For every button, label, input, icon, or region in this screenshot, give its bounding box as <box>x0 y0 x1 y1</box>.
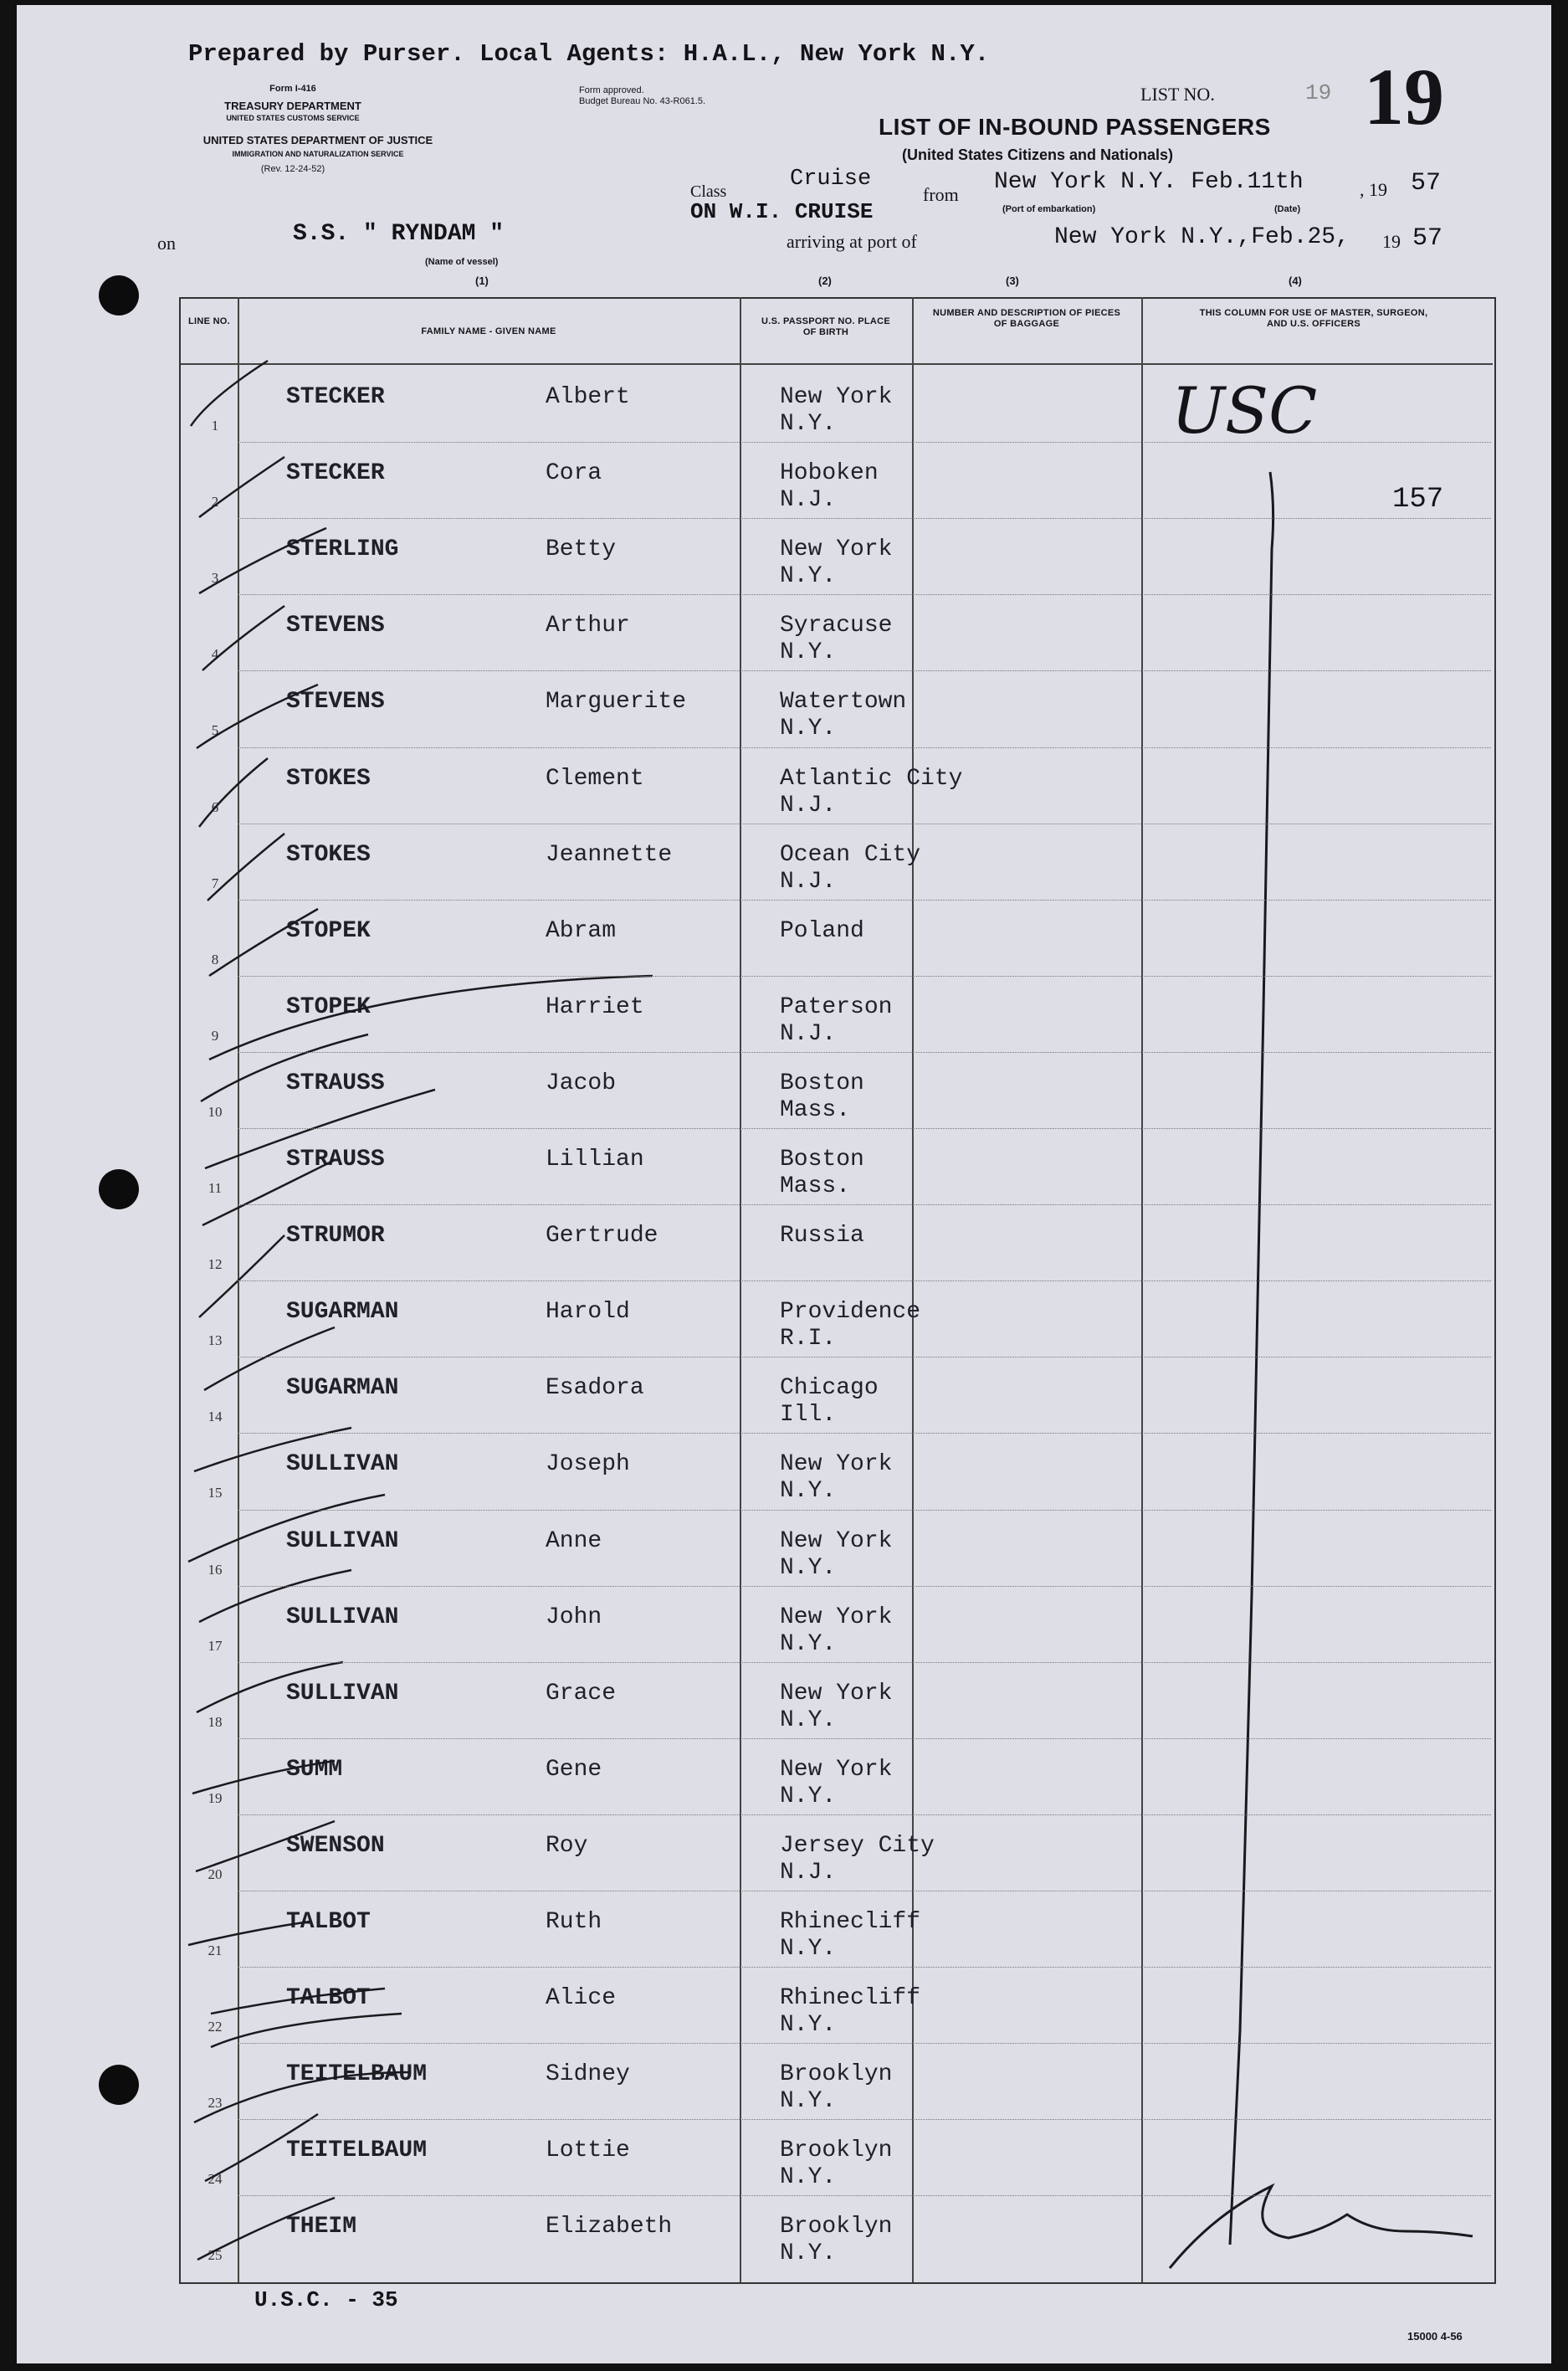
given-name: Lottie <box>546 2137 630 2164</box>
place-of-birth-state: N.Y. <box>780 2088 837 2115</box>
place-of-birth: Watertown <box>780 689 907 716</box>
col-2-number: (2) <box>818 275 832 287</box>
passenger-count: 157 <box>1392 484 1444 516</box>
family-name: STOKES <box>286 765 371 792</box>
family-name: SULLIVAN <box>286 1527 399 1554</box>
given-name: Gertrude <box>546 1223 658 1250</box>
family-name: SULLIVAN <box>286 1604 399 1630</box>
family-name: SULLIVAN <box>286 1680 399 1706</box>
family-name: SULLIVAN <box>286 1451 399 1478</box>
vessel-label: (Name of vessel) <box>425 257 499 267</box>
class-value: Cruise <box>790 167 872 192</box>
line-number: 16 <box>208 1561 223 1578</box>
row-divider <box>238 1128 1491 1129</box>
place-of-birth-state: N.Y. <box>780 1554 837 1581</box>
line-number: 4 <box>211 646 219 663</box>
given-name: Cora <box>546 460 602 487</box>
family-name: SUGARMAN <box>286 1299 399 1326</box>
place-of-birth: Rhinecliff <box>780 1909 921 1935</box>
line-number: 12 <box>208 1256 223 1273</box>
place-of-birth-state: N.Y. <box>780 563 837 590</box>
port-embark-label: (Port of embarkation) <box>1002 204 1096 214</box>
row-divider <box>238 670 1491 671</box>
row-divider <box>238 1204 1491 1205</box>
prepared-by-line: Prepared by Purser. Local Agents: H.A.L., New York N.Y. <box>188 40 990 68</box>
row-divider <box>238 1052 1491 1053</box>
place-of-birth-state: R.I. <box>780 1326 837 1352</box>
line-number: 17 <box>208 1637 223 1654</box>
line-number: 9 <box>211 1027 219 1044</box>
given-name: Betty <box>546 536 617 563</box>
arriving-label: arriving at port of <box>787 231 917 252</box>
family-name: TALBOT <box>286 1909 371 1935</box>
customs-service: UNITED STATES CUSTOMS SERVICE <box>226 114 360 122</box>
col-3-number: (3) <box>1006 275 1019 287</box>
line-number: 8 <box>211 951 219 967</box>
place-of-birth: New York <box>780 1527 893 1554</box>
signature <box>1170 2186 1473 2268</box>
class-label: Class <box>690 182 727 201</box>
given-name: Marguerite <box>546 689 687 716</box>
list-no-stamp: 19 <box>1364 52 1444 141</box>
arriving-value: New York N.Y.,Feb.25, <box>1054 224 1350 250</box>
row-divider <box>238 594 1491 595</box>
given-name: Albert <box>546 384 630 410</box>
place-of-birth-state: N.J. <box>780 487 837 514</box>
place-of-birth: Boston <box>780 1147 864 1173</box>
row-divider <box>238 747 1491 748</box>
line-number: 22 <box>208 2019 223 2035</box>
budget-bureau: Budget Bureau No. 43-R061.5. <box>579 96 706 106</box>
footer-form-code: U.S.C. - 35 <box>254 2287 398 2312</box>
from-label: from <box>923 184 959 205</box>
row-divider <box>238 1814 1491 1815</box>
place-of-birth-state: N.Y. <box>780 2164 837 2191</box>
place-of-birth: New York <box>780 1680 893 1706</box>
family-name: STOKES <box>286 841 371 868</box>
line-number: 10 <box>208 1103 223 1120</box>
list-no-value: 19 <box>1305 80 1332 105</box>
form-title: LIST OF IN-BOUND PASSENGERS <box>879 114 1271 140</box>
given-name: Alice <box>546 1985 617 2012</box>
place-of-birth: Chicago <box>780 1375 879 1402</box>
given-name: Esadora <box>546 1375 644 1402</box>
place-of-birth: Ocean City <box>780 841 921 868</box>
given-name: Abram <box>546 917 617 944</box>
given-name: Roy <box>546 1832 588 1859</box>
given-name: Joseph <box>546 1451 630 1478</box>
family-name: STEVENS <box>286 689 385 716</box>
given-name: Lillian <box>546 1147 644 1173</box>
place-of-birth-state: N.Y. <box>780 1706 837 1733</box>
place-of-birth: New York <box>780 384 893 410</box>
place-of-birth: Brooklyn <box>780 2214 893 2240</box>
line-number: 19 <box>208 1789 223 1806</box>
row-divider <box>238 1662 1491 1663</box>
vessel-name: S.S. " RYNDAM " <box>293 221 505 247</box>
family-name: STECKER <box>286 384 385 410</box>
arriving-year: 57 <box>1412 224 1443 253</box>
family-name: SUGARMAN <box>286 1375 399 1402</box>
on-label: on <box>157 233 176 254</box>
row-divider <box>238 1510 1491 1511</box>
place-of-birth: New York <box>780 1756 893 1783</box>
place-of-birth: Providence <box>780 1299 921 1326</box>
place-of-birth-state: N.J. <box>780 1020 837 1047</box>
revision: (Rev. 12-24-52) <box>260 164 325 174</box>
row-divider <box>238 1967 1491 1968</box>
place-of-birth: New York <box>780 536 893 563</box>
family-name: TEITELBAUM <box>286 2137 428 2164</box>
row-divider <box>238 2043 1491 2044</box>
given-name: Gene <box>546 1756 602 1783</box>
form-subtitle: (United States Citizens and Nationals) <box>902 146 1174 163</box>
place-of-birth-state: N.Y. <box>780 1936 837 1962</box>
check-marks <box>188 361 653 2260</box>
family-name: STOPEK <box>286 917 371 944</box>
list-no-label: LIST NO. <box>1140 84 1215 105</box>
given-name: Harriet <box>546 993 644 1020</box>
form-approved: Form approved. <box>579 85 644 95</box>
place-of-birth: New York <box>780 1604 893 1630</box>
place-of-birth-state: N.Y. <box>780 1630 837 1657</box>
place-of-birth: Russia <box>780 1223 864 1250</box>
row-divider <box>238 2195 1491 2196</box>
line-number: 13 <box>208 1332 223 1349</box>
given-name: Elizabeth <box>546 2214 673 2240</box>
class-value-2: ON W.I. CRUISE <box>690 199 874 224</box>
place-of-birth-state: N.Y. <box>780 2240 837 2267</box>
given-name: Grace <box>546 1680 617 1706</box>
place-of-birth: Hoboken <box>780 460 879 487</box>
place-of-birth-state: N.Y. <box>780 1783 837 1809</box>
line-number: 14 <box>208 1409 223 1425</box>
place-of-birth-state: Mass. <box>780 1173 851 1199</box>
place-of-birth-state: N.Y. <box>780 411 837 437</box>
line-number: 7 <box>211 875 219 891</box>
ins-service: IMMIGRATION AND NATURALIZATION SERVICE <box>232 150 404 158</box>
place-of-birth: Brooklyn <box>780 2137 893 2164</box>
place-of-birth-state: N.J. <box>780 1859 837 1886</box>
manifest-page <box>17 5 1551 2363</box>
family-name: STRAUSS <box>286 1147 385 1173</box>
line-number: 1 <box>211 418 219 434</box>
passport-header: U.S. PASSPORT NO. PLACE OF BIRTH <box>761 316 890 337</box>
place-of-birth: Boston <box>780 1070 864 1096</box>
given-name: John <box>546 1604 602 1630</box>
place-of-birth: Poland <box>780 917 864 944</box>
row-divider <box>238 1738 1491 1739</box>
given-name: Arthur <box>546 613 630 639</box>
place-of-birth: Paterson <box>780 993 893 1020</box>
row-divider <box>238 1433 1491 1434</box>
line-number: 23 <box>208 2095 223 2112</box>
place-of-birth-state: N.Y. <box>780 716 837 742</box>
line-no-header: LINE NO. <box>187 316 231 326</box>
line-number: 21 <box>208 1942 223 1958</box>
from-year: 57 <box>1411 169 1442 198</box>
given-name: Harold <box>546 1299 630 1326</box>
place-of-birth-state: N.J. <box>780 792 837 819</box>
given-name: Ruth <box>546 1909 602 1935</box>
date-label: (Date) <box>1274 204 1301 214</box>
family-name: TALBOT <box>286 1985 371 2012</box>
family-name: SWENSON <box>286 1832 385 1859</box>
row-divider <box>238 900 1491 901</box>
row-divider <box>238 976 1491 977</box>
usc-annotation: USC <box>1171 373 1318 448</box>
place-of-birth: Rhinecliff <box>780 1985 921 2012</box>
family-name: STEVENS <box>286 613 385 639</box>
form-number: Form I-416 <box>269 84 316 94</box>
row-divider <box>238 442 1491 443</box>
place-of-birth-state: N.J. <box>780 868 837 895</box>
given-name: Jeannette <box>546 841 673 868</box>
line-number: 18 <box>208 1713 223 1730</box>
family-name: TEITELBAUM <box>286 2061 428 2088</box>
line-number: 15 <box>208 1485 223 1501</box>
given-name: Jacob <box>546 1070 617 1096</box>
family-name: STOPEK <box>286 993 371 1020</box>
place-of-birth: Atlantic City <box>780 765 963 792</box>
line-number: 3 <box>211 570 219 587</box>
line-number: 5 <box>211 722 219 739</box>
place-of-birth-state: N.Y. <box>780 2012 837 2039</box>
family-name: STERLING <box>286 536 399 563</box>
place-of-birth: Brooklyn <box>780 2061 893 2088</box>
line-number: 20 <box>208 1865 223 1882</box>
place-of-birth: Jersey City <box>780 1832 935 1859</box>
col-1-number: (1) <box>475 275 489 287</box>
treasury-dept: TREASURY DEPARTMENT <box>224 100 361 112</box>
line-number: 2 <box>211 494 219 511</box>
footer-print-code: 15000 4-56 <box>1407 2330 1463 2343</box>
name-header: FAMILY NAME - GIVEN NAME <box>421 326 556 336</box>
row-divider <box>238 1586 1491 1587</box>
place-of-birth: New York <box>780 1451 893 1478</box>
justice-dept: UNITED STATES DEPARTMENT OF JUSTICE <box>202 134 433 146</box>
place-of-birth: Syracuse <box>780 613 893 639</box>
from-value: New York N.Y. Feb.11th <box>994 169 1304 195</box>
line-number: 25 <box>208 2247 223 2264</box>
row-divider <box>238 1280 1491 1281</box>
from-year-prefix: , 19 <box>1360 179 1387 200</box>
row-divider <box>238 2119 1491 2120</box>
place-of-birth-state: Ill. <box>780 1402 837 1429</box>
line-number: 6 <box>211 798 219 815</box>
col-4-number: (4) <box>1289 275 1302 287</box>
place-of-birth-state: N.Y. <box>780 1478 837 1505</box>
line-number: 24 <box>208 2171 223 2188</box>
given-name: Anne <box>546 1527 602 1554</box>
vertical-pen-line <box>1230 472 1273 2245</box>
handwritten-marks <box>17 5 1551 2363</box>
family-name: STRUMOR <box>286 1223 385 1250</box>
place-of-birth-state: Mass. <box>780 1096 851 1123</box>
family-name: STECKER <box>286 460 385 487</box>
given-name: Sidney <box>546 2061 630 2088</box>
baggage-header: NUMBER AND DESCRIPTION OF PIECES OF BAGGAGE <box>932 308 1121 329</box>
arriving-year-prefix: 19 <box>1382 231 1401 252</box>
family-name: STRAUSS <box>286 1070 385 1096</box>
given-name: Clement <box>546 765 644 792</box>
line-number: 11 <box>208 1180 223 1196</box>
family-name: SUMM <box>286 1756 343 1783</box>
row-divider <box>238 518 1491 519</box>
officers-header: THIS COLUMN FOR USE OF MASTER, SURGEON, AND U.S. OFFICERS <box>1199 308 1428 329</box>
family-name: THEIM <box>286 2214 357 2240</box>
place-of-birth-state: N.Y. <box>780 639 837 666</box>
